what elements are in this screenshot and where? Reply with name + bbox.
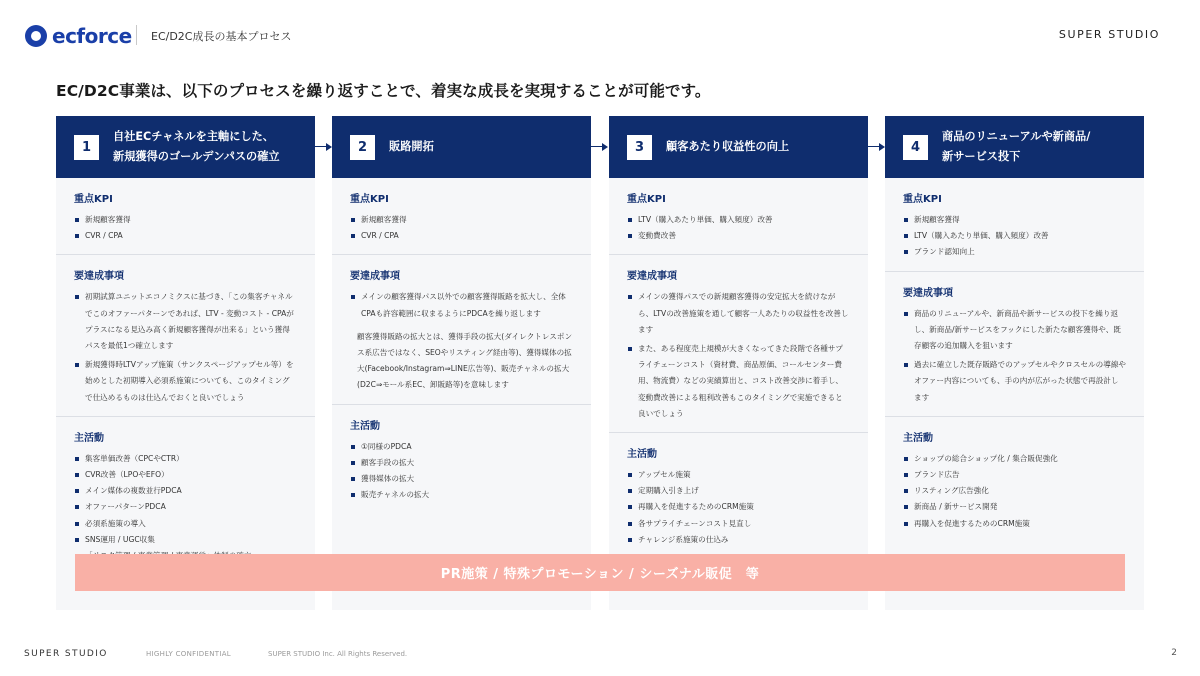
column-title: [113, 127, 280, 167]
list-item: 新規獲得時LTVアップ施策（サンクスページアップセル等）を始めとした初期導入必須系施策についても、このタイミングで仕込めるものは仕込んでおくと良いでしょう: [74, 357, 297, 406]
list-item: メインの顧客獲得パス以外での顧客獲得販路を拡大し、全体CPAも許容範囲に収まるようにPDCAを繰り返します: [350, 289, 573, 321]
section-title: 要達成事項: [903, 287, 953, 299]
list-item: CVR / CPA: [350, 228, 573, 244]
section-title: 主活動: [74, 432, 104, 444]
process-column-2: [332, 116, 591, 610]
slide-subtitle: EC/D2C成長の基本プロセス: [151, 30, 292, 43]
column-title: [389, 137, 434, 157]
list-item: CVR / CPA: [74, 228, 297, 244]
column-title-line: 顧客あたり収益性の向上: [666, 140, 790, 153]
list-item: 過去に確立した既存販路でのアップセルやクロスセルの導線やオファー内容についても、手の内が広がった状態で再設計します: [903, 357, 1126, 406]
arrow-right-icon: [591, 145, 609, 149]
section-title: 要達成事項: [350, 271, 400, 283]
list-item: CVR改善（LPOやEFO）: [74, 467, 297, 483]
step-number: 4: [903, 135, 928, 160]
list-item: ショップの総合ショップ化 / 集合販促強化: [903, 451, 1126, 467]
list-item: 再購入を促進するためのCRM施策: [627, 499, 850, 515]
list-item: ブランド認知向上: [903, 244, 1126, 260]
section-title: 重点KPI: [627, 194, 666, 205]
list-item: 販売チャネルの拡大: [350, 487, 573, 503]
step-number: 3: [627, 135, 652, 160]
list-item: メイン媒体の複数並行PDCA: [74, 483, 297, 499]
list-item: 新規顧客獲得: [350, 212, 573, 228]
section-title: 要達成事項: [74, 271, 124, 283]
goals-section: [56, 255, 315, 416]
kpi-section: [609, 178, 868, 255]
list-item: アップセル施策: [627, 467, 850, 483]
goals-section: [609, 255, 868, 433]
list-item: また、ある程度売上規模が大きくなってきた段階で各種サプライチェーンコスト（資材費、商品原価、コールセンター費用、物流費）などの実績算出と、コスト改善交渉に着手し、変動費改善による粗利改善もこのタイミングで実施できると良いでしょう: [627, 341, 850, 422]
activities-section: [609, 433, 868, 558]
section-title: 主活動: [627, 449, 657, 461]
section-title: 主活動: [350, 420, 380, 432]
list-item: 新規顧客獲得: [74, 212, 297, 228]
list-item: 顧客手段の拡大: [350, 455, 573, 471]
list-item: 変動費改善: [627, 228, 850, 244]
list-item: 初期試算ユニットエコノミクスに基づき、「この集客チャネルでこのオファーパターンであれば、LTV - 変動コスト - CPAがプラスになる見込み高く新規顧客獲得が出来る」という獲得パスを最低1つ確立します: [74, 289, 297, 354]
column-header: [332, 116, 591, 178]
process-column-3: [609, 116, 868, 610]
list-item: LTV（購入あたり単価、購入頻度）改善: [903, 228, 1126, 244]
process-column-4: [885, 116, 1144, 610]
headline: EC/D2C事業は、以下のプロセスを繰り返すことで、着実な成長を実現することが可能です。: [56, 82, 711, 100]
list-item: 新規顧客獲得: [903, 212, 1126, 228]
brand-name: SUPER STUDIO: [1058, 28, 1160, 41]
logo-mark-icon: [25, 25, 47, 47]
process-column-1: [56, 116, 315, 610]
step-number: 2: [350, 135, 375, 160]
list-item: チャレンジ系施策の仕込み: [627, 532, 850, 548]
activities-section: [885, 417, 1144, 542]
list-item: 獲得媒体の拡大: [350, 471, 573, 487]
list-item: 商品のリニューアルや、新商品や新サービスの投下を繰り返し、新商品/新サービスをフックにした新たな顧客獲得や、既存顧客の追加購入を狙います: [903, 306, 1126, 355]
logo-text: ecforce: [52, 24, 132, 48]
list-item: リスティング広告強化: [903, 483, 1126, 499]
copyright-text: SUPER STUDIO Inc. All Rights Reserved.: [268, 650, 408, 658]
confidential-label: HIGHLY CONFIDENTIAL: [146, 650, 231, 658]
list-item: 各サプライチェーンコスト見直し: [627, 516, 850, 532]
arrow-right-icon: [315, 145, 333, 149]
column-title-line: 自社ECチャネルを主軸にした、: [113, 130, 274, 143]
list-item: ブランド広告: [903, 467, 1126, 483]
section-title: 重点KPI: [350, 194, 389, 205]
header-divider: [136, 25, 137, 45]
list-item: オファーパターンPDCA: [74, 499, 297, 515]
paragraph: 顧客獲得販路の拡大とは、獲得手段の拡大(ダイレクトレスポンス系広告ではなく、SEOやリスティング経由等)、獲得媒体の拡大(Facebook/Instagram⇒LINE広告等)、販売チャネルの拡大(D2C⇒モール系EC、卸販路等)を意味します: [357, 331, 573, 390]
ecforce-logo: [25, 24, 132, 48]
header: [0, 0, 1200, 70]
column-title-line: 商品のリニューアルや新商品/: [942, 130, 1091, 143]
column-title: [942, 127, 1090, 167]
pr-promotion-banner: PR施策 / 特殊プロモーション / シーズナル販促 等: [75, 554, 1125, 591]
list-item: LTV（購入あたり単価、購入頻度）改善: [627, 212, 850, 228]
list-item: ①同様のPDCA: [350, 439, 573, 455]
kpi-section: [885, 178, 1144, 272]
column-title: [666, 137, 789, 157]
section-title: 重点KPI: [74, 194, 113, 205]
arrow-right-icon: [868, 145, 886, 149]
step-number: 1: [74, 135, 99, 160]
list-item: メインの獲得パスでの新規顧客獲得の安定拡大を続けながら、LTVの改善施策を通して顧客一人あたりの収益性を改善します: [627, 289, 850, 338]
column-title-line: 新サービス投下: [942, 150, 1021, 163]
goals-section: [885, 272, 1144, 417]
footer-brand: SUPER STUDIO: [24, 649, 108, 659]
kpi-section: [332, 178, 591, 255]
activities-section: [332, 405, 591, 514]
section-title: 重点KPI: [903, 194, 942, 205]
list-item: 新商品 / 新サービス開発: [903, 499, 1126, 515]
list-item: 定期購入引き上げ: [627, 483, 850, 499]
kpi-section: [56, 178, 315, 255]
column-header: [885, 116, 1144, 178]
list-item: 集客単価改善（CPCやCTR）: [74, 451, 297, 467]
column-header: [56, 116, 315, 178]
list-item: 再購入を促進するためのCRM施策: [903, 516, 1126, 532]
column-header: [609, 116, 868, 178]
list-item: SNS運用 / UGC収集: [74, 532, 297, 548]
list-item: 必須系施策の導入: [74, 516, 297, 532]
section-title: 要達成事項: [627, 271, 677, 283]
goals-section: [332, 255, 591, 404]
column-title-line: 販路開拓: [389, 140, 434, 153]
column-title-line: 新規獲得のゴールデンパスの確立: [113, 150, 280, 163]
activities-section: [56, 417, 315, 574]
page-number: 2: [1171, 648, 1177, 658]
section-title: 主活動: [903, 432, 933, 444]
